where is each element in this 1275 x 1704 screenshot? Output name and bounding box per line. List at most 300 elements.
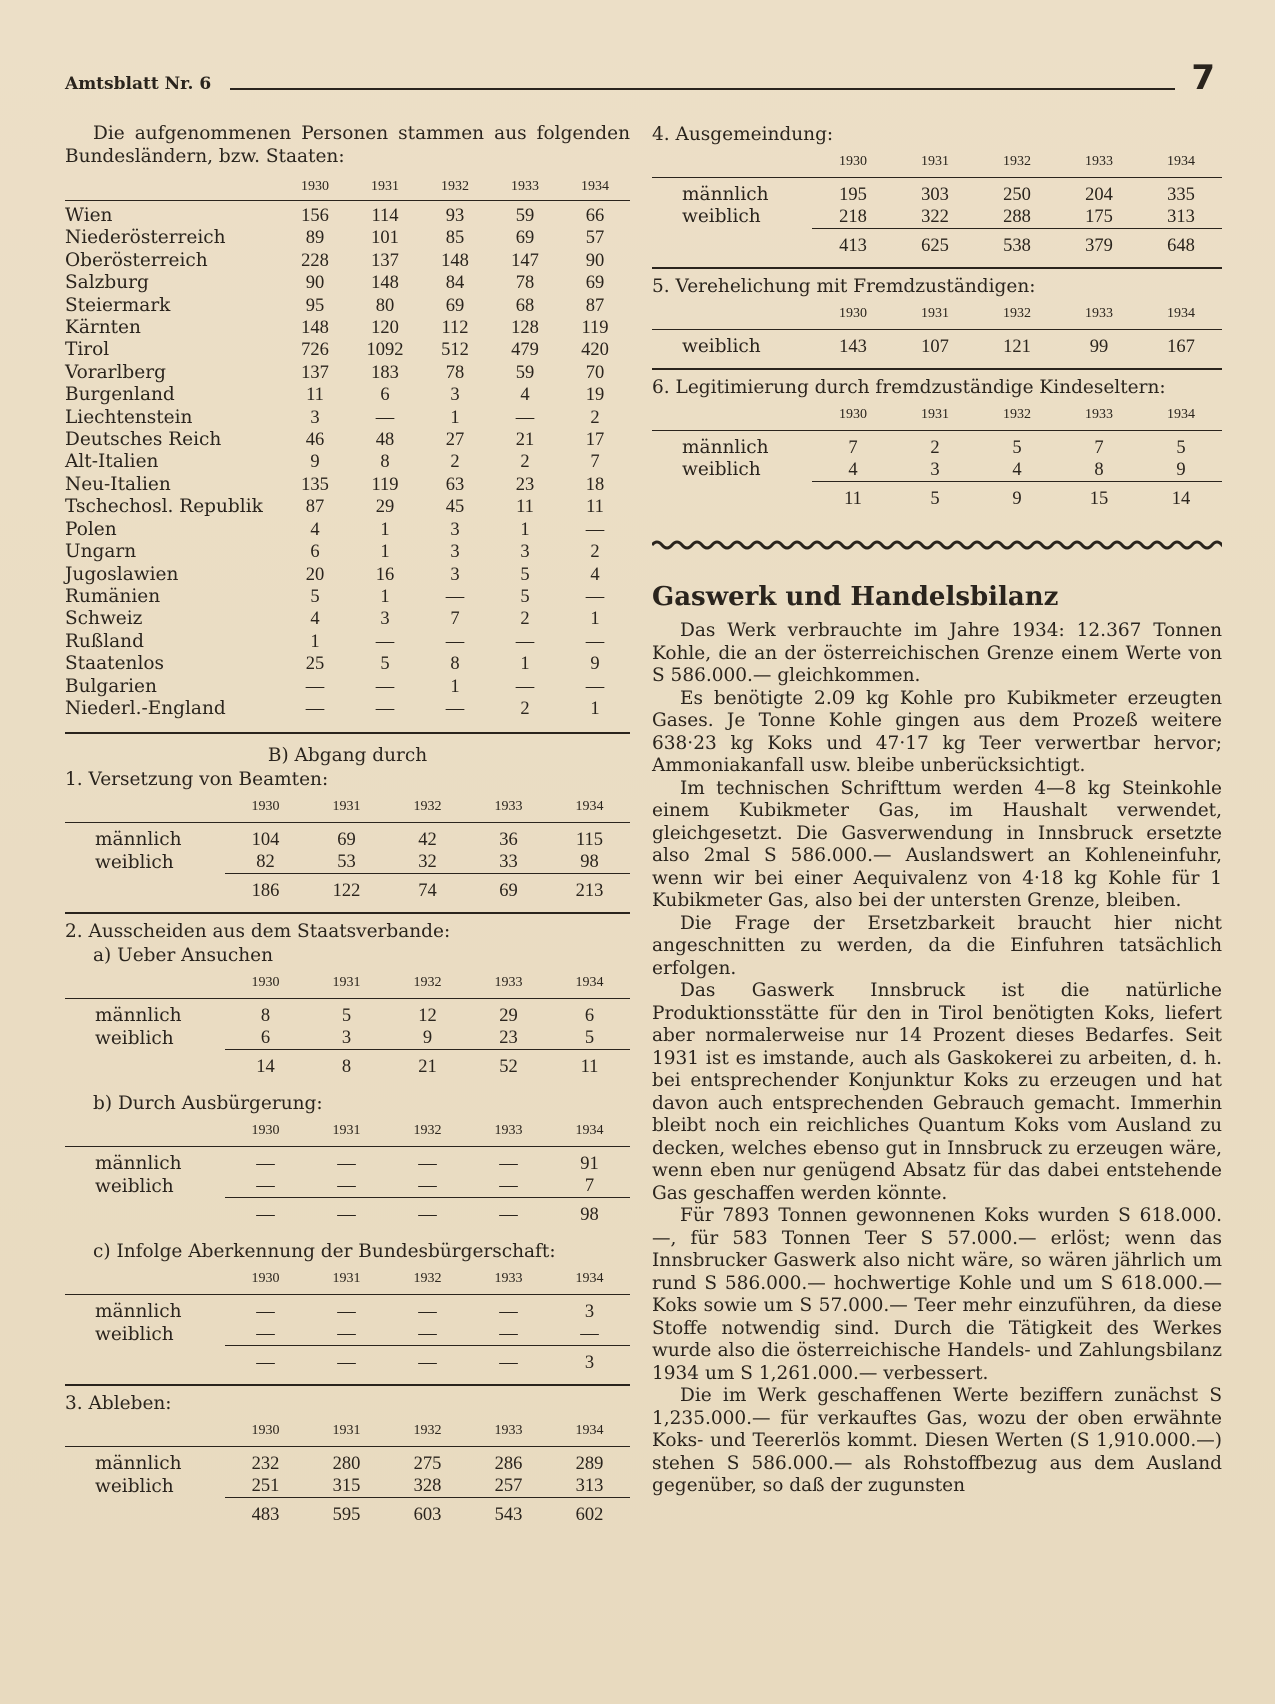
state-value: 90 [585, 250, 605, 271]
state-value: 1 [380, 519, 390, 540]
state-row [65, 362, 630, 384]
state-value: 95 [305, 295, 325, 316]
state-name: Polen [65, 518, 117, 540]
year-cell: 1930 [301, 178, 329, 194]
sum-cell: 11 [549, 1050, 630, 1085]
value-cell: 328 [413, 1476, 442, 1497]
value-cell: 7 [1058, 431, 1140, 460]
female-row [65, 1475, 630, 1498]
value-cell: 3 [549, 1295, 630, 1324]
sum-row [65, 1198, 630, 1233]
sum-cell: 5 [894, 482, 976, 517]
state-row [65, 698, 630, 720]
state-value: 3 [450, 519, 460, 540]
value-cell: 99 [1058, 330, 1140, 359]
value-cell: 4 [848, 460, 858, 480]
state-value: 512 [441, 340, 469, 361]
state-value: — [585, 519, 605, 540]
sum-cell: 213 [549, 874, 630, 909]
year-cell: 1933 [1085, 306, 1113, 321]
sum-cell: 14 [1140, 482, 1222, 517]
state-value: 726 [301, 340, 329, 361]
value-cell: 3 [930, 460, 940, 480]
year-cell: 1932 [413, 975, 442, 991]
sum-cell: 625 [894, 229, 976, 264]
state-value: 19 [585, 385, 605, 406]
sum-cell: 52 [468, 1050, 549, 1085]
page-header [65, 58, 1215, 98]
sum-row [652, 482, 1222, 517]
state-value: 69 [445, 295, 465, 316]
state-value: 7 [590, 452, 600, 473]
state-name: Tschechosl. Republik [65, 496, 263, 518]
state-value: — [375, 631, 395, 652]
section-rule [65, 912, 630, 914]
row-label: weiblich [95, 1475, 174, 1497]
state-value: 2 [520, 698, 530, 719]
value-cell: 3 [341, 1028, 352, 1049]
value-cell: — [337, 1324, 356, 1345]
state-value: 59 [515, 206, 535, 226]
state-name: Ungarn [65, 541, 137, 563]
table-aberkennung [65, 1264, 630, 1380]
value-cell: 315 [332, 1476, 361, 1497]
state-value: 119 [371, 474, 399, 495]
state-value: 4 [590, 564, 600, 585]
state-row [65, 676, 630, 698]
state-value: 21 [515, 430, 535, 451]
state-value: 25 [305, 654, 325, 675]
state-value: 87 [585, 295, 605, 316]
state-value: — [515, 676, 535, 697]
state-value: 1 [450, 407, 460, 428]
sum-cell: — [306, 1346, 387, 1381]
state-row [65, 295, 630, 317]
female-row [652, 206, 1222, 229]
value-cell: 251 [251, 1476, 280, 1497]
state-value: 27 [445, 430, 465, 451]
state-value: 101 [371, 228, 399, 249]
row-label: weiblich [652, 330, 812, 359]
state-value: — [585, 586, 605, 607]
state-value: 120 [371, 318, 399, 339]
states-year-row [65, 174, 630, 201]
state-value: 93 [445, 206, 465, 226]
row-label: weiblich [95, 1027, 174, 1049]
table-legitimierung [652, 400, 1222, 516]
value-cell: — [499, 1324, 518, 1345]
table-verehelichung [652, 299, 1222, 364]
value-cell: 5 [1140, 431, 1222, 460]
state-row [65, 564, 630, 586]
year-cell: 1930 [251, 975, 280, 991]
state-name: Oberösterreich [65, 249, 208, 271]
male-row [652, 178, 1222, 207]
sum-cell: 74 [387, 874, 468, 909]
year-cell: 1930 [251, 799, 280, 815]
state-value: 5 [380, 654, 390, 675]
value-cell: — [306, 1295, 387, 1324]
year-cell: 1933 [1085, 407, 1113, 422]
state-value: 11 [586, 497, 604, 518]
state-name: Staatenlos [65, 653, 165, 675]
sum-cell: 602 [549, 1498, 630, 1533]
section-2a-title: a) Ueber Ansuchen [93, 945, 274, 967]
state-value: 147 [511, 250, 539, 271]
state-value: — [375, 676, 395, 697]
value-cell: 36 [468, 823, 549, 852]
year-cell: 1930 [251, 1123, 280, 1139]
value-cell: — [499, 1176, 518, 1197]
state-name: Bulgarien [65, 675, 157, 697]
value-cell: 335 [1140, 178, 1222, 207]
value-cell: — [418, 1176, 437, 1197]
sum-cell: 648 [1140, 229, 1222, 264]
year-cell: 1931 [332, 799, 361, 815]
state-value: 18 [585, 474, 605, 495]
header-rule [230, 88, 1175, 90]
year-cell: 1934 [575, 975, 604, 991]
year-cell: 1933 [494, 799, 523, 815]
table-ausbuergerung [65, 1116, 630, 1232]
state-value: 4 [520, 385, 530, 406]
value-cell: — [256, 1324, 275, 1345]
state-value: 5 [520, 564, 530, 585]
female-row [652, 330, 1222, 359]
value-cell: 53 [337, 852, 356, 873]
year-cell: 1933 [1085, 154, 1113, 169]
article-paragraph: Das Werk verbrauchte im Jahre 1934: 12.367 Tonnen Kohle, die an der österreichischen Grenze einem Werte von S 586.000.— gleichkommen. [652, 620, 1222, 686]
value-cell: 23 [499, 1028, 518, 1049]
year-cell: 1931 [921, 306, 949, 321]
year-cell: 1930 [839, 407, 867, 422]
value-cell: 6 [549, 999, 630, 1028]
state-value: 80 [375, 295, 395, 316]
state-value: — [375, 407, 395, 428]
male-row [65, 1147, 630, 1176]
value-cell: — [337, 1176, 356, 1197]
value-cell: 9 [422, 1028, 433, 1049]
state-value: 228 [301, 250, 329, 271]
sum-cell: 9 [976, 482, 1058, 517]
year-cell: 1932 [1003, 407, 1031, 422]
value-cell: 5 [976, 431, 1058, 460]
year-cell: 1933 [494, 1271, 523, 1287]
article-paragraph: Im technischen Schrifttum werden 4—8 kg Steinkohle einem Kubikmeter Gas, im Haushalt verwendet, gleichgesetzt. Die Gasverwendung in Innsbruck ersetzte also 2mal S 586.000.— Auslandswert an Kohleneinfuhr, wenn wir bei einer Aequivalenz von 4·18 kg Kohle für 1 Kubikmeter Gas, also bei der untersten Grenze, bleiben. [652, 777, 1222, 911]
year-cell: 1934 [581, 178, 609, 194]
state-value: 479 [511, 340, 539, 361]
state-value: — [585, 631, 605, 652]
value-cell: 12 [387, 999, 468, 1028]
year-cell: 1931 [921, 407, 949, 422]
state-name: Wien [65, 205, 113, 226]
year-cell: 1930 [251, 1271, 280, 1287]
state-value: 8 [450, 654, 460, 675]
row-label: männlich [652, 178, 812, 207]
article-paragraph: Die Frage der Ersetzbarkeit braucht hier nicht angeschnitten zu werden, da die Einfuhren tatsächlich erfolgen. [652, 912, 1222, 979]
male-row [65, 823, 630, 852]
value-cell: 115 [549, 823, 630, 852]
year-cell: 1932 [413, 1271, 442, 1287]
state-value: 1 [380, 542, 390, 563]
state-row [65, 541, 630, 563]
table-versetzung [65, 792, 630, 908]
sum-cell: 69 [468, 874, 549, 909]
article-paragraph: Das Gaswerk Innsbruck ist die natürliche Produktionsstätte für den in Tirol benötigten Koks, liefert aber normalerweise nur 14 Prozent dieses Bedarfes. Seit 1931 ist es imstande, auch als Gaskokerei zu arbeiten, d. h. bei entsprechender Konjunktur Koks zu erzeugen und hat davon auch entsprechenden Gebrauch gemacht. Immerhin bleibt noch ein reichliches Quantum Koks vom Ausland zu decken, welches ebenso gut in Innsbruck zu erzeugen wäre, wenn eben nur genügend Absatz für das dabei entstehende Gas geschaffen werden könnte. [652, 980, 1222, 1204]
section-6-title: 6. Legitimierung durch fremdzuständige Kindeseltern: [652, 377, 1166, 398]
sum-cell: 98 [549, 1198, 630, 1233]
state-row [65, 429, 630, 451]
state-name: Niederl.-England [65, 697, 226, 719]
section-5-title: 5. Verehelichung mit Fremdzuständigen: [652, 276, 1036, 297]
year-cell: 1934 [575, 1271, 604, 1287]
state-value: 1 [450, 676, 460, 697]
state-value: 137 [371, 250, 399, 271]
state-row [65, 631, 630, 653]
state-value: 9 [310, 452, 320, 473]
value-cell: 257 [494, 1476, 523, 1497]
state-value: 29 [375, 497, 395, 518]
row-label: männlich [65, 999, 225, 1028]
state-value: — [375, 698, 395, 719]
year-cell: 1934 [1167, 306, 1195, 321]
table-ausgemeindung [652, 147, 1222, 263]
year-cell: 1932 [413, 799, 442, 815]
sum-cell: 413 [812, 229, 894, 264]
article-paragraph: Es benötigte 2.09 kg Kohle pro Kubikmeter erzeugten Gases. Je Tonne Kohle gingen aus dem Prozeß weitere 638·23 kg Koks und 47·17 kg Teer verwertbar hervor; Ammoniakanfall usw. bleibe unberücksichtigt. [652, 687, 1222, 776]
wavy-divider [652, 538, 1222, 552]
sum-cell: — [306, 1198, 387, 1233]
state-name: Rumänien [65, 585, 161, 607]
value-cell: — [418, 1324, 437, 1345]
sum-row [652, 229, 1222, 264]
state-value: 148 [371, 273, 399, 294]
value-cell: 7 [812, 431, 894, 460]
state-name: Schweiz [65, 608, 143, 630]
state-row [65, 339, 630, 361]
year-cell: 1934 [1167, 154, 1195, 169]
value-cell: 7 [584, 1176, 595, 1197]
state-row [65, 227, 630, 249]
section-2c-title: c) Infolge Aberkennung der Bundesbürgerschaft: [93, 1241, 556, 1263]
section-rule [65, 1384, 630, 1386]
year-cell: 1934 [575, 799, 604, 815]
state-value: 1092 [366, 340, 404, 361]
state-value: 57 [585, 228, 605, 249]
sum-cell: 14 [225, 1050, 306, 1085]
male-row [65, 1295, 630, 1324]
state-value: — [515, 631, 535, 652]
state-row [65, 519, 630, 541]
state-row [65, 608, 630, 630]
value-cell: 82 [256, 852, 275, 873]
year-cell: 1933 [511, 178, 539, 194]
state-value: 148 [441, 250, 469, 271]
state-value: 9 [590, 654, 600, 675]
value-cell: 32 [418, 852, 437, 873]
female-row [65, 1323, 630, 1346]
state-value: 84 [445, 273, 465, 294]
state-value: 6 [310, 542, 320, 563]
year-cell: 1930 [839, 154, 867, 169]
state-value: 1 [520, 519, 530, 540]
sum-cell: 21 [387, 1050, 468, 1085]
state-name: Alt-Italien [65, 451, 159, 473]
year-cell: 1930 [839, 306, 867, 321]
state-value: 3 [450, 542, 460, 563]
sum-cell: 538 [976, 229, 1058, 264]
state-value: 112 [441, 318, 469, 339]
state-value: 68 [515, 295, 535, 316]
row-label: männlich [65, 1147, 225, 1176]
sum-cell: 122 [306, 874, 387, 909]
year-cell: 1932 [413, 1423, 442, 1439]
female-row [65, 1027, 630, 1050]
state-value: 2 [590, 542, 600, 563]
value-cell: 313 [1167, 207, 1195, 227]
value-cell: 69 [306, 823, 387, 852]
value-cell: 204 [1058, 178, 1140, 207]
state-value: 3 [450, 564, 460, 585]
year-cell: 1933 [494, 975, 523, 991]
state-value: 2 [450, 452, 460, 473]
state-value: 70 [585, 362, 605, 383]
section-2b-title: b) Durch Ausbürgerung: [93, 1093, 323, 1115]
state-value: — [445, 631, 465, 652]
state-value: 11 [306, 385, 324, 406]
value-cell: 289 [549, 1447, 630, 1476]
state-value: 6 [380, 385, 390, 406]
year-cell: 1931 [332, 1123, 361, 1139]
year-cell: 1932 [1003, 154, 1031, 169]
value-cell: 303 [894, 178, 976, 207]
value-cell: 250 [976, 178, 1058, 207]
year-cell: 1934 [575, 1123, 604, 1139]
state-value: 1 [590, 698, 600, 719]
value-cell: 107 [894, 330, 976, 359]
state-value: 183 [371, 362, 399, 383]
value-cell: 8 [225, 999, 306, 1028]
section-4-title: 4. Ausgemeindung: [652, 124, 834, 145]
article-paragraph: Die im Werk geschaffenen Werte beziffern zunächst S 1,235.000.— für verkauftes Gas, wozu der oben erwähnte Koks- und Teererlös kommt. Diesen Werten (S 1,910.000.—) stehen S 586.000.— als Rohstoffbezug aus dem Ausland gegenüber, so daß der zugunsten [652, 1385, 1222, 1496]
value-cell: 275 [387, 1447, 468, 1476]
year-cell: 1931 [921, 154, 949, 169]
state-value: 420 [581, 340, 609, 361]
intro-text: Die aufgenommenen Personen stammen aus folgenden Bundesländern, bzw. Staaten: [65, 123, 630, 167]
value-cell: 175 [1085, 207, 1113, 227]
sum-cell: 186 [225, 874, 306, 909]
state-value: 7 [450, 609, 460, 630]
state-value: 5 [520, 586, 530, 607]
state-value: 156 [301, 206, 329, 226]
state-value: 1 [590, 609, 600, 630]
sum-cell: 3 [549, 1346, 630, 1381]
section-rule [652, 267, 1222, 269]
state-value: 8 [380, 452, 390, 473]
value-cell: 33 [499, 852, 518, 873]
value-cell: — [225, 1147, 306, 1176]
value-cell: 143 [812, 330, 894, 359]
row-label: weiblich [682, 206, 761, 228]
state-value: 3 [310, 407, 320, 428]
male-row [65, 1447, 630, 1476]
value-cell: 5 [306, 999, 387, 1028]
sum-cell: 543 [468, 1498, 549, 1533]
table-ueber-ansuchen [65, 968, 630, 1084]
row-label: männlich [65, 1447, 225, 1476]
state-row [65, 384, 630, 406]
value-cell: — [468, 1147, 549, 1176]
state-value: 85 [445, 228, 465, 249]
state-value: 20 [305, 564, 325, 585]
state-value: 78 [445, 362, 465, 383]
section-3-title: 3. Ableben: [65, 1393, 172, 1415]
sum-cell: 595 [306, 1498, 387, 1533]
state-name: Rußland [65, 630, 144, 652]
value-cell: 4 [1012, 460, 1022, 480]
value-cell: 218 [839, 207, 867, 227]
state-value: 63 [445, 474, 465, 495]
state-value: 2 [590, 407, 600, 428]
year-cell: 1931 [371, 178, 399, 194]
sum-cell: — [225, 1198, 306, 1233]
state-value: 45 [445, 497, 465, 518]
state-row [65, 317, 630, 339]
sum-row [65, 1050, 630, 1085]
year-cell: 1934 [575, 1423, 604, 1439]
value-cell: — [387, 1295, 468, 1324]
value-cell: 104 [225, 823, 306, 852]
row-label: weiblich [95, 1175, 174, 1197]
value-cell: 2 [894, 431, 976, 460]
state-value: 3 [520, 542, 530, 563]
abgang-title: B) Abgang durch [267, 745, 428, 767]
value-cell: 232 [225, 1447, 306, 1476]
right-column [652, 123, 1222, 1498]
value-cell: 195 [812, 178, 894, 207]
table-ableben [65, 1416, 630, 1532]
sum-cell: 11 [812, 482, 894, 517]
page-number: 7 [1191, 58, 1215, 98]
state-name: Burgenland [65, 384, 175, 406]
state-value: 4 [310, 609, 320, 630]
state-value: 148 [301, 318, 329, 339]
section-heading: Gaswerk und Handelsbilanz [652, 582, 1059, 612]
sum-row [65, 1498, 630, 1533]
state-row [65, 496, 630, 518]
state-value: 78 [515, 273, 535, 294]
state-value: 2 [520, 609, 530, 630]
year-cell: 1931 [332, 1423, 361, 1439]
state-value: 1 [310, 631, 320, 652]
year-cell: 1933 [494, 1423, 523, 1439]
state-name: Niederösterreich [65, 227, 226, 249]
state-name: Vorarlberg [65, 361, 166, 383]
year-cell: 1933 [494, 1123, 523, 1139]
value-cell: 121 [976, 330, 1058, 359]
state-row [65, 272, 630, 294]
state-row [65, 407, 630, 429]
row-label: männlich [65, 823, 225, 852]
state-row [65, 205, 630, 227]
row-label: weiblich [95, 1323, 174, 1345]
state-value: 46 [305, 430, 325, 451]
state-value: 114 [371, 206, 399, 226]
value-cell: 6 [260, 1028, 271, 1049]
sum-row [65, 874, 630, 909]
sum-cell: 379 [1058, 229, 1140, 264]
state-value: 17 [585, 430, 605, 451]
